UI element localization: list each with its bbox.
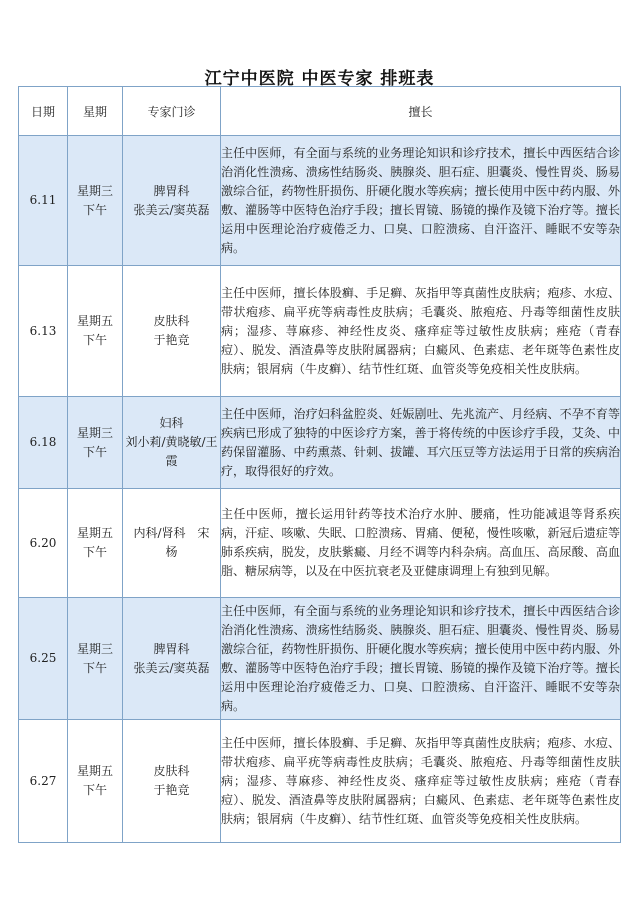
- row-date: 6.20: [19, 489, 68, 598]
- row-date: 6.27: [19, 720, 68, 843]
- row-department: 皮肤科: [153, 314, 190, 328]
- row-time: 下午: [82, 783, 107, 797]
- row-date: 6.18: [19, 397, 68, 489]
- row-expert-cell: [123, 598, 221, 720]
- row-doctors: 张美云/窦英磊: [133, 660, 210, 675]
- row-weekday-cell: [68, 720, 123, 843]
- table-row: [19, 136, 621, 266]
- table-header-row: [19, 87, 621, 136]
- row-weekday-cell: [68, 136, 123, 266]
- row-weekday-cell: [68, 489, 123, 598]
- header-date: 日期: [19, 87, 68, 136]
- row-specialty: 主任中医师，擅长运用针药等技术治疗水肿、腰痛，性功能减退等肾系疾病，汗症、咳嗽、失眠、口腔溃疡、胃痛、便秘，慢性咳嗽，新冠后遗症等肺系疾病，脱发，皮肤紫癜、月经不调等内科杂病。高血压、高尿酸、高血脂、糖尿病等，以及在中医抗衰老及亚健康调理上有独到见解。: [221, 489, 621, 598]
- row-time: 下午: [82, 333, 107, 347]
- row-weekday-cell: [68, 397, 123, 489]
- row-specialty: 主任中医师，治疗妇科盆腔炎、妊娠剧吐、先兆流产、月经病、不孕不育等疾病已形成了独特的中医诊疗方案，善于将传统的中医诊疗手段，艾灸、中药保留灌肠、中药熏蒸、针刺、拔罐、耳穴压豆等方法运用于日常的疾病治疗，取得很好的疗效。: [221, 397, 621, 489]
- row-date: 6.25: [19, 598, 68, 720]
- header-expert: 专家门诊: [123, 87, 221, 136]
- row-expert-cell: [123, 489, 221, 598]
- row-weekday-cell: [68, 598, 123, 720]
- table-row: [19, 489, 621, 598]
- row-time: 下午: [82, 444, 107, 459]
- row-date: 6.13: [19, 266, 68, 397]
- row-time: 下午: [82, 660, 107, 675]
- row-expert-cell: [123, 397, 221, 489]
- row-weekday: 星期三: [76, 183, 113, 198]
- row-weekday: 星期五: [76, 526, 113, 540]
- row-specialty: 主任中医师，有全面与系统的业务理论知识和诊疗技术，擅长中西医结合诊治消化性溃疡、溃疡性结肠炎、胰腺炎、胆石症、胆囊炎、慢性胃炎、肠易激综合征，药物性肝损伤、肝硬化腹水等疾病；擅长使用中医中药内服、外敷、灌肠等中医特色治疗手段；擅长胃镜、肠镜的操作及镜下治疗等。擅长运用中医理论治疗疲倦乏力、口臭、口腔溃疡、自汗盗汗、睡眠不安等杂病。: [221, 598, 621, 720]
- row-doctors: 于艳竞: [153, 783, 190, 797]
- row-expert-cell: [123, 720, 221, 843]
- row-weekday: 星期五: [76, 764, 113, 778]
- row-doctors: 于艳竞: [153, 333, 190, 347]
- row-weekday-cell: [68, 266, 123, 397]
- header-weekday: 星期: [68, 87, 123, 136]
- row-expert-cell: [123, 136, 221, 266]
- row-time: 下午: [82, 202, 107, 217]
- table-row: [19, 397, 621, 489]
- row-doctors: 刘小莉/黄晓敏/王霞: [125, 435, 218, 468]
- schedule-table: [18, 86, 621, 843]
- row-doctors: 杨: [165, 545, 178, 559]
- header-specialty: 擅长: [221, 87, 621, 136]
- table-row: [19, 266, 621, 397]
- row-weekday: 星期三: [76, 641, 113, 656]
- table-row: [19, 598, 621, 720]
- table-row: [19, 720, 621, 843]
- row-weekday: 星期五: [76, 314, 113, 328]
- row-date: 6.11: [19, 136, 68, 266]
- row-department: 脾胃科: [153, 183, 190, 198]
- row-specialty: 主任中医师，有全面与系统的业务理论知识和诊疗技术，擅长中西医结合诊治消化性溃疡、溃疡性结肠炎、胰腺炎、胆石症、胆囊炎、慢性胃炎、肠易激综合征，药物性肝损伤、肝硬化腹水等疾病；擅长使用中医中药内服、外敷、灌肠等中医特色治疗手段；擅长胃镜、肠镜的操作及镜下治疗等。擅长运用中医理论治疗疲倦乏力、口臭、口腔溃疡、自汗盗汗、睡眠不安等杂病。: [221, 136, 621, 266]
- page-title: 江宁中医院 中医专家 排班表: [204, 69, 435, 89]
- row-weekday: 星期三: [76, 425, 113, 440]
- row-department: 脾胃科: [153, 641, 190, 656]
- row-specialty: 主任中医师，擅长体股癣、手足癣、灰指甲等真菌性皮肤病；疱疹、水痘、带状疱疹、扁平疣等病毒性皮肤病；毛囊炎、脓疱疮、丹毒等细菌性皮肤病；湿疹、荨麻疹、神经性皮炎、瘙痒症等过敏性皮肤病；痤疮（青春痘）、脱发、酒渣鼻等皮肤附属器病；白癜风、色素痣、老年斑等色素性皮肤病；银屑病（牛皮癣）、结节性红斑、血管炎等免疫相关性皮肤病。: [221, 266, 621, 397]
- row-specialty: 主任中医师，擅长体股癣、手足癣、灰指甲等真菌性皮肤病；疱疹、水痘、带状疱疹、扁平疣等病毒性皮肤病；毛囊炎、脓疱疮、丹毒等细菌性皮肤病；湿疹、荨麻疹、神经性皮炎、瘙痒症等过敏性皮肤病；痤疮（青春痘）、脱发、酒渣鼻等皮肤附属器病；白癜风、色素痣、老年斑等色素性皮肤病；银屑病（牛皮癣）、结节性红斑、血管炎等免疫相关性皮肤病。: [221, 720, 621, 843]
- row-department: 妇科: [159, 416, 184, 430]
- row-expert-cell: [123, 266, 221, 397]
- row-time: 下午: [82, 545, 107, 559]
- row-doctors: 张美云/窦英磊: [133, 202, 210, 217]
- row-department: 内科/肾科 宋: [133, 526, 210, 540]
- row-department: 皮肤科: [153, 764, 190, 778]
